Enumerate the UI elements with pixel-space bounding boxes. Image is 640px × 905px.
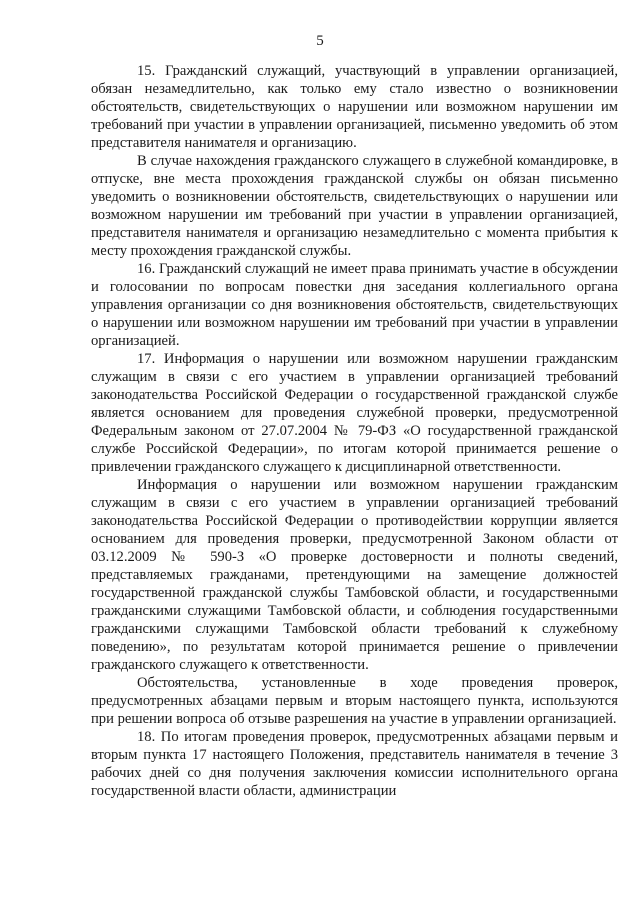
page-number: 5 xyxy=(316,33,324,49)
paragraph-15: 15. Гражданский служащий, участвующий в управлении организацией, обязан незамедлительно, как только ему стало известно о возникновении обстоятельств, свидетельствующих о нарушении или возможном нарушении им требований при участии в управлении организацией, письменно уведомить об этом представителя нанимателя и организацию. xyxy=(91,63,618,151)
paragraph-15-business-trip: В случае нахождения гражданского служащего в служебной командировке, в отпуске, вне места прохождения гражданской службы он обязан письменно уведомить о возникновении обстоятельств, свидетельствующих о нарушении или возможном нарушении им требований при участии в управлении организацией, представителя нанимателя и организацию незамедлительно с момента прибытия к месту прохождения гражданской службы. xyxy=(91,153,618,259)
paragraph-17: 17. Информация о нарушении или возможном нарушении гражданским служащим в связи с его участием в управлении организацией требований законодательства Российской Федерации о государственной гражданской службе является основанием для проведения служебной проверки, предусмотренной Федеральным законом от 27.07.2004 № 79-ФЗ «О государственной гражданской службе Российской Федерации», по итогам которой принимается решение о привлечении гражданского служащего к дисциплинарной ответственности. xyxy=(91,351,618,475)
document-body xyxy=(91,62,618,800)
paragraph-17-circumstances: Обстоятельства, установленные в ходе проведения проверок, предусмотренных абзацами первым и вторым настоящего пункта, используются при решении вопроса об отзыве разрешения на участие в управлении организацией. xyxy=(91,675,618,727)
paragraph-17-corruption: Информация о нарушении или возможном нарушении гражданским служащим в связи с его участием в управлении организацией требований законодательства Российской Федерации о противодействии коррупции является основанием для проведения проверки, предусмотренной Законом области от 03.12.2009 № 590-З «О проверке достоверности и полноты сведений, представляемых гражданами, претендующими на замещение должностей государственной гражданской службы Тамбовской области, и государственными гражданскими служащими Тамбовской области, и соблюдения государственными гражданскими служащими Тамбовской области требований к служебному поведению», по результатам которой принимается решение о привлечении гражданского служащего к ответственности. xyxy=(91,477,618,673)
paragraph-18: 18. По итогам проведения проверок, предусмотренных абзацами первым и вторым пункта 17 настоящего Положения, представитель нанимателя в течение 3 рабочих дней со дня получения заключения комиссии исполнительного органа государственной власти области, администрации xyxy=(91,729,618,799)
paragraph-16: 16. Гражданский служащий не имеет права принимать участие в обсуждении и голосовании по вопросам повестки дня заседания коллегиального органа управления организации со дня возникновения обстоятельств, свидетельствующих о нарушении или возможном нарушении им требований при участии в управлении организацией. xyxy=(91,261,618,349)
